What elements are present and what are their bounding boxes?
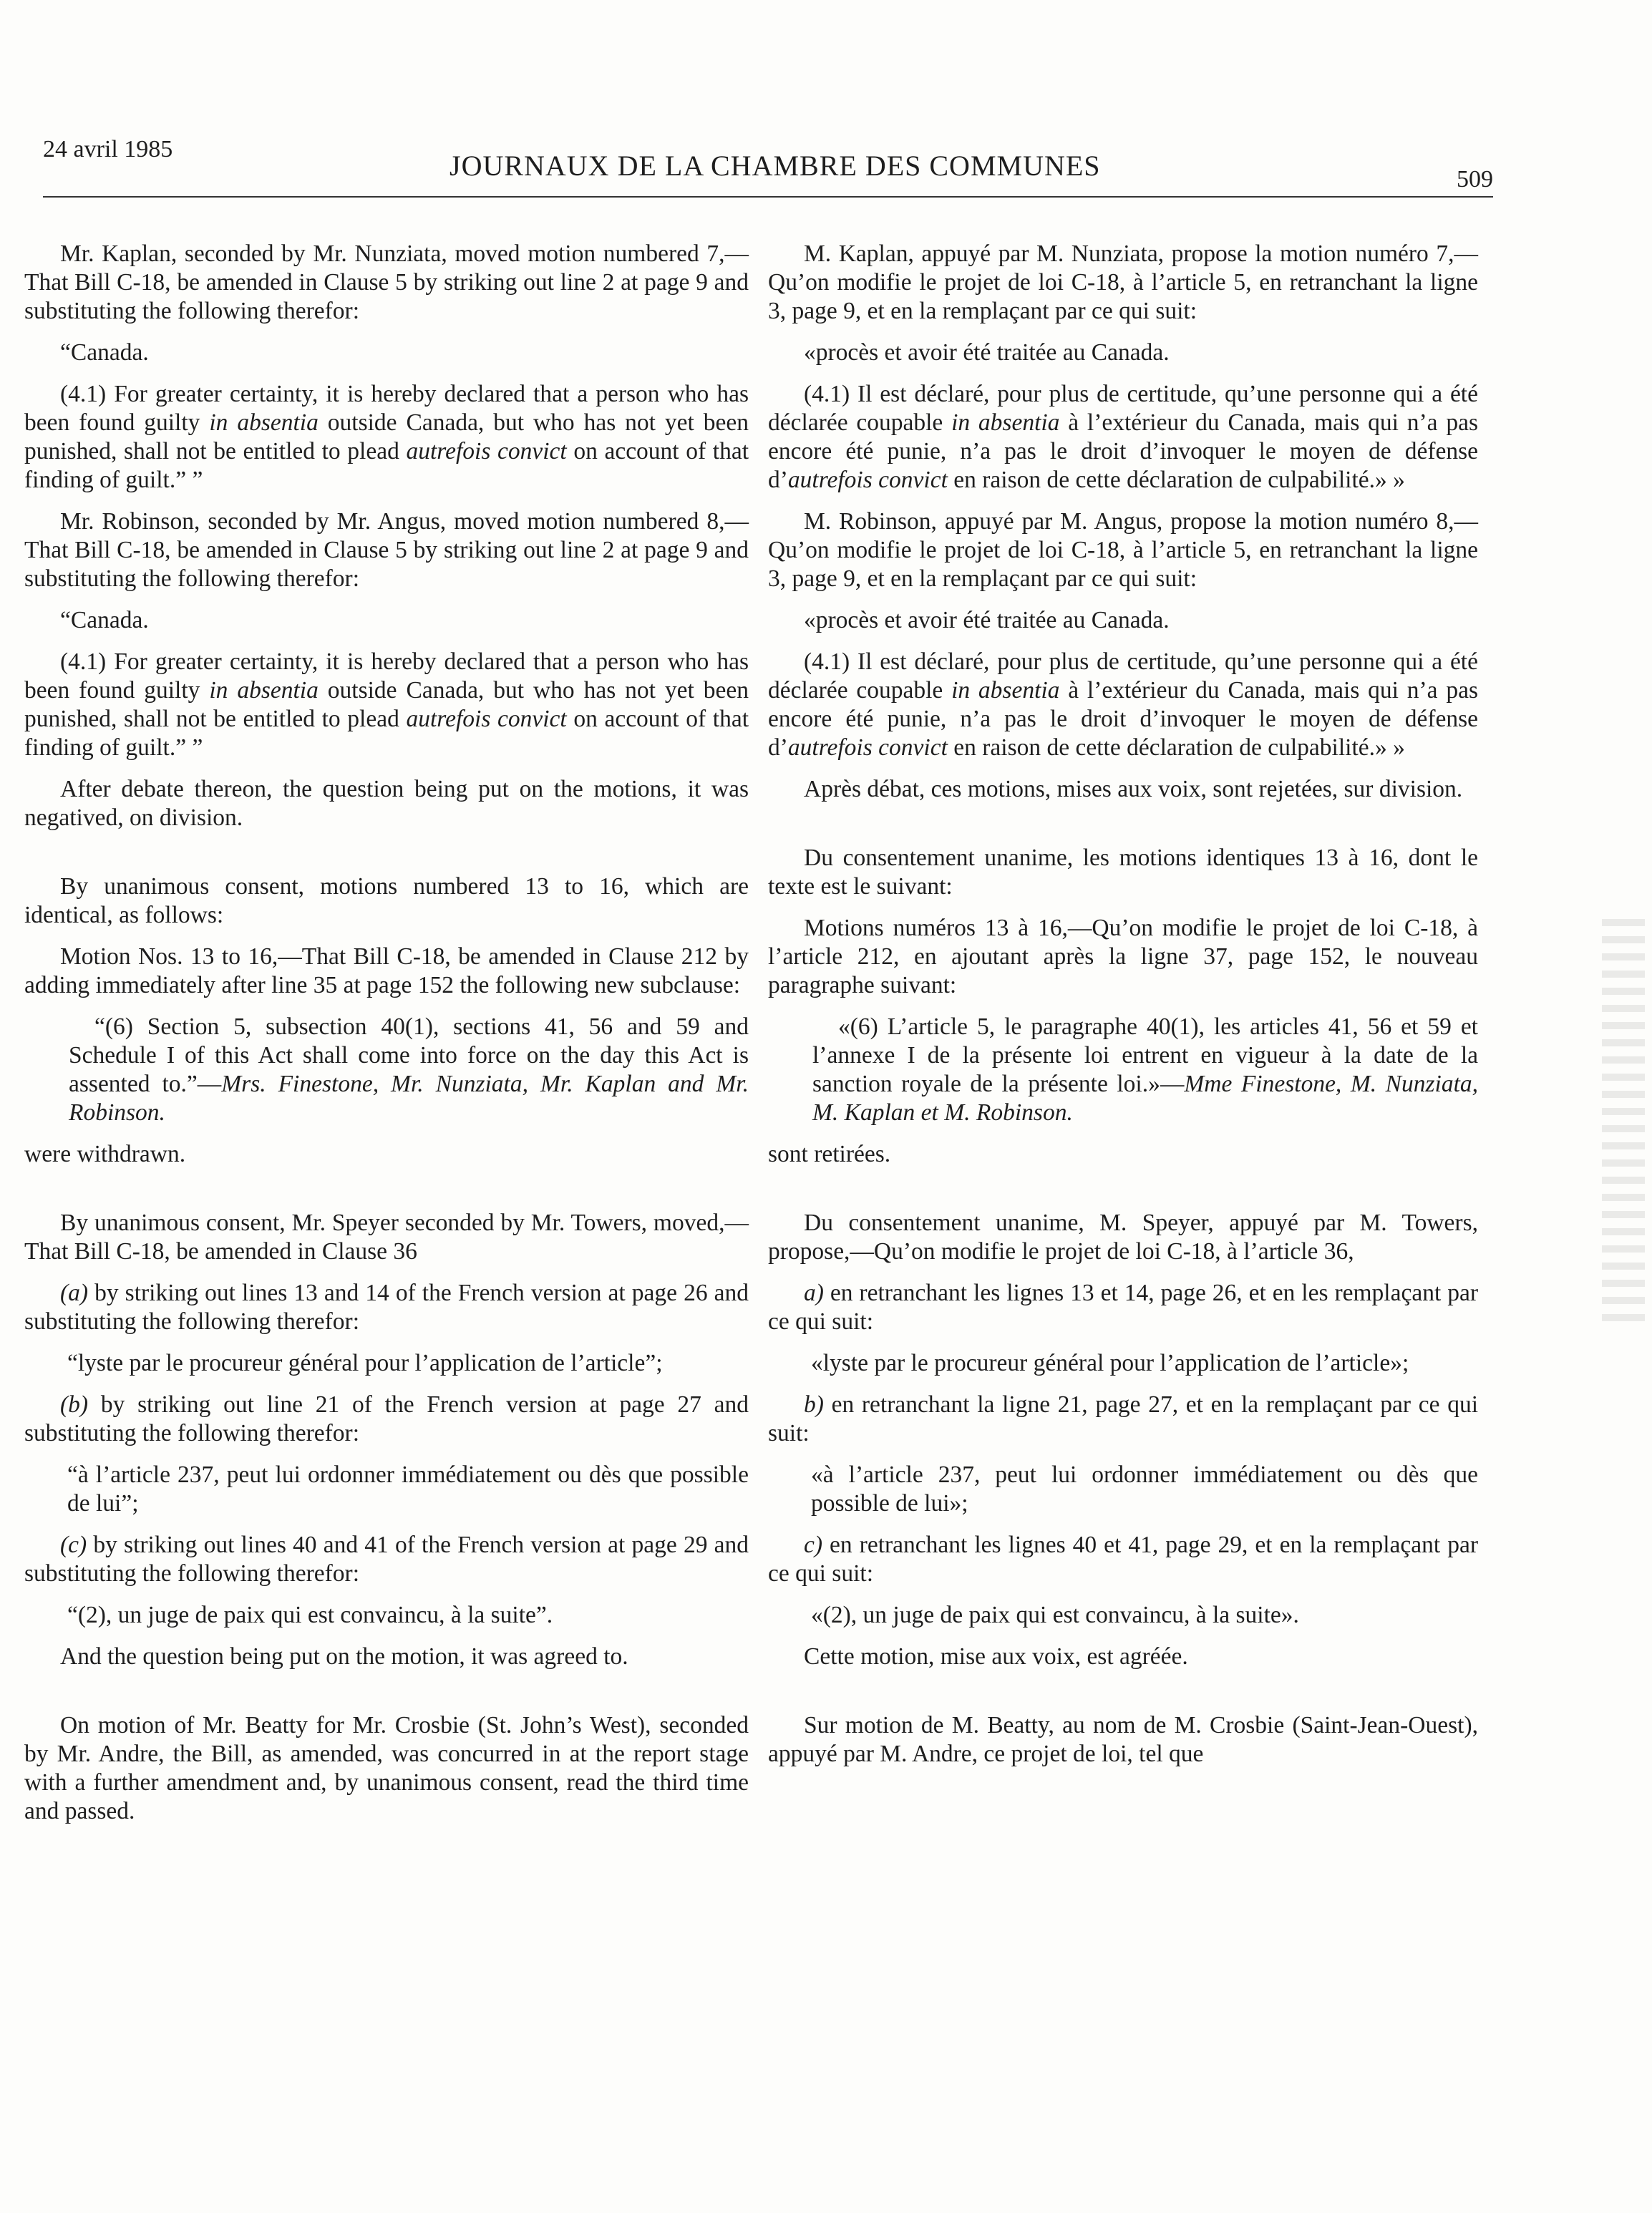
paragraph: Du consentement unanime, les motions identiques 13 à 16, dont le texte est le suivant:: [768, 845, 1478, 900]
paragraph: [24, 380, 749, 495]
paragraph: [768, 648, 1478, 762]
quoted-text: “(2), un juge de paix qui est convaincu, à la suite”.: [67, 1602, 553, 1628]
quoted-subclause: [768, 1013, 1478, 1127]
paragraph: And the question being put on the motion, it was agreed to.: [60, 1643, 628, 1670]
text-run: (4.1) For greater certainty, it is hereby declared that a person who has been found guilty: [24, 381, 749, 436]
italic-term: in absentia: [209, 409, 319, 436]
paragraph: M. Kaplan, appuyé par M. Nunziata, propose la motion numéro 7,—Qu’on modifie le projet de loi C-18, à l’article 5, en retranchant la ligne 3, page 9, et en la remplaçant par ce qui suit:: [768, 240, 1478, 324]
text-run: by striking out line 21 of the French version at page 27 and substituting the following therefor:: [24, 1391, 749, 1446]
paragraph: “Canada.: [60, 607, 149, 633]
list-item: [768, 1391, 1478, 1448]
list-item: [24, 1531, 749, 1588]
quoted-text: “lyste par le procureur général pour l’application de l’article”;: [67, 1350, 663, 1376]
paragraph: By unanimous consent, Mr. Speyer seconded by Mr. Towers, moved,—That Bill C-18, be amended in Clause 36: [24, 1210, 749, 1265]
english-column: [24, 240, 749, 1839]
italic-term: in absentia: [209, 677, 319, 704]
journal-title: JOURNAUX DE LA CHAMBRE DES COMMUNES: [450, 150, 1101, 182]
item-marker: (a): [60, 1280, 89, 1306]
paragraph: sont retirées.: [768, 1141, 891, 1167]
italic-term: in absentia: [951, 677, 1060, 704]
quoted-text: «lyste par le procureur général pour l’application de l’article»;: [811, 1350, 1409, 1376]
list-item: [24, 1279, 749, 1336]
text-run: outside Canada, but who has not yet been punished, shall not be entitled to plead: [24, 409, 749, 465]
italic-term: autrefois convict: [787, 467, 948, 493]
item-marker: b): [804, 1391, 824, 1418]
header-date: 24 avril 1985: [43, 136, 173, 162]
sponsors: Mme Finestone, M. Nunziata, M. Kaplan et M. Robinson.: [812, 1071, 1478, 1126]
italic-term: in absentia: [951, 409, 1060, 436]
text-run: outside Canada, but who has not yet been punished, shall not be entitled to plead: [24, 677, 749, 732]
list-item: [24, 1391, 749, 1448]
italic-term: autrefois convict: [406, 438, 567, 465]
paragraph: On motion of Mr. Beatty for Mr. Crosbie (St. John’s West), seconded by Mr. Andre, the Bill, as amended, was concurred in at the report stage with a further amendment and, by unanimous consent, read the third time and passed.: [24, 1712, 749, 1824]
item-marker: a): [804, 1280, 824, 1306]
paragraph: Mr. Robinson, seconded by Mr. Angus, moved motion numbered 8,—That Bill C-18, be amended in Clause 5 by striking out line 2 at page 9 and substituting the following therefor:: [24, 508, 749, 592]
quoted-text: «(2), un juge de paix qui est convaincu, à la suite».: [811, 1602, 1299, 1628]
paragraph: Après débat, ces motions, mises aux voix, sont rejetées, sur division.: [804, 776, 1463, 802]
paragraph: were withdrawn.: [24, 1141, 186, 1167]
paragraph: Motions numéros 13 à 16,—Qu’on modifie le projet de loi C-18, à l’article 212, en ajoutant après la ligne 37, page 152, le nouveau paragraphe suivant:: [768, 915, 1478, 998]
text-run: «(6) L’article 5, le paragraphe 40(1), les articles 41, 56 et 59 et l’annexe I de la présente loi entrent en vigueur à la date de la sanction royale de la présente loi.»—: [812, 1013, 1478, 1097]
italic-term: autrefois convict: [787, 734, 948, 761]
text-run: “(6) Section 5, subsection 40(1), sections 41, 56 and 59 and Schedule I of this Act shall come into force on the day this Act is assented to.”—: [69, 1013, 749, 1097]
text-run: en retranchant les lignes 40 et 41, page 29, et en la remplaçant par ce qui suit:: [768, 1532, 1478, 1587]
header-rule: [43, 196, 1493, 198]
paragraph: [768, 380, 1478, 495]
text-run: on account of that finding of guilt.” ”: [24, 706, 749, 761]
paragraph: After debate thereon, the question being put on the motions, it was negatived, on division.: [24, 776, 749, 831]
paragraph: Sur motion de M. Beatty, au nom de M. Crosbie (Saint-Jean-Ouest), appuyé par M. Andre, ce projet de loi, tel que: [768, 1712, 1478, 1767]
text-run: en raison de cette déclaration de culpabilité.» »: [947, 467, 1405, 493]
list-item: [768, 1531, 1478, 1588]
text-run: en raison de cette déclaration de culpabilité.» »: [947, 734, 1405, 761]
paragraph: By unanimous consent, motions numbered 13 to 16, which are identical, as follows:: [24, 873, 749, 928]
text-run: en retranchant la ligne 21, page 27, et en la remplaçant par ce qui suit:: [768, 1391, 1478, 1446]
margin-bleed-through: [1602, 909, 1645, 1367]
paragraph: Motion Nos. 13 to 16,—That Bill C-18, be amended in Clause 212 by adding immediately after line 35 at page 152 the following new subclause:: [24, 943, 749, 998]
paragraph: «procès et avoir été traitée au Canada.: [804, 607, 1170, 633]
french-column: [768, 240, 1478, 1781]
item-marker: (c): [60, 1532, 87, 1558]
text-run: by striking out lines 40 and 41 of the French version at page 29 and substituting the following therefor:: [24, 1532, 749, 1587]
text-run: (4.1) Il est déclaré, pour plus de certitude, qu’une personne qui a été déclarée coupable: [768, 648, 1478, 704]
paragraph: Mr. Kaplan, seconded by Mr. Nunziata, moved motion numbered 7,—That Bill C-18, be amended in Clause 5 by striking out line 2 at page 9 and substituting the following therefor:: [24, 240, 749, 324]
text-run: à l’extérieur du Canada, mais qui n’a pas encore été punie, n’a pas le droit d’invoquer le moyen de défense d’: [768, 409, 1478, 493]
quoted-text: «à l’article 237, peut lui ordonner immédiatement ou dès que possible de lui»;: [811, 1461, 1478, 1517]
paragraph: Du consentement unanime, M. Speyer, appuyé par M. Towers, propose,—Qu’on modifie le projet de loi C-18, à l’article 36,: [768, 1210, 1478, 1265]
text-run: en retranchant les lignes 13 et 14, page 26, et en les remplaçant par ce qui suit:: [768, 1280, 1478, 1335]
page-number: 509: [1457, 166, 1493, 193]
text-run: by striking out lines 13 and 14 of the French version at page 26 and substituting the following therefor:: [24, 1280, 749, 1335]
text-run: à l’extérieur du Canada, mais qui n’a pas encore été punie, n’a pas le droit d’invoquer le moyen de défense d’: [768, 677, 1478, 761]
text-run: (4.1) Il est déclaré, pour plus de certitude, qu’une personne qui a été déclarée coupable: [768, 381, 1478, 436]
list-item: [768, 1279, 1478, 1336]
italic-term: autrefois convict: [406, 706, 567, 732]
text-run: on account of that finding of guilt.” ”: [24, 438, 749, 493]
quoted-text: “à l’article 237, peut lui ordonner immédiatement ou dès que possible de lui”;: [67, 1461, 749, 1517]
page-header: [43, 136, 1493, 200]
item-marker: (b): [60, 1391, 89, 1418]
quoted-subclause: [24, 1013, 749, 1127]
paragraph: “Canada.: [60, 339, 149, 366]
item-marker: c): [804, 1532, 823, 1558]
paragraph: [24, 648, 749, 762]
text-run: (4.1) For greater certainty, it is hereby declared that a person who has been found guilty: [24, 648, 749, 704]
sponsors: Mrs. Finestone, Mr. Nunziata, Mr. Kaplan and Mr. Robinson.: [69, 1071, 749, 1126]
paragraph: Cette motion, mise aux voix, est agréée.: [804, 1643, 1188, 1670]
paragraph: M. Robinson, appuyé par M. Angus, propose la motion numéro 8,—Qu’on modifie le projet de loi C-18, à l’article 5, en retranchant la ligne 3, page 9, et en la remplaçant par ce qui suit:: [768, 508, 1478, 592]
paragraph: «procès et avoir été traitée au Canada.: [804, 339, 1170, 366]
